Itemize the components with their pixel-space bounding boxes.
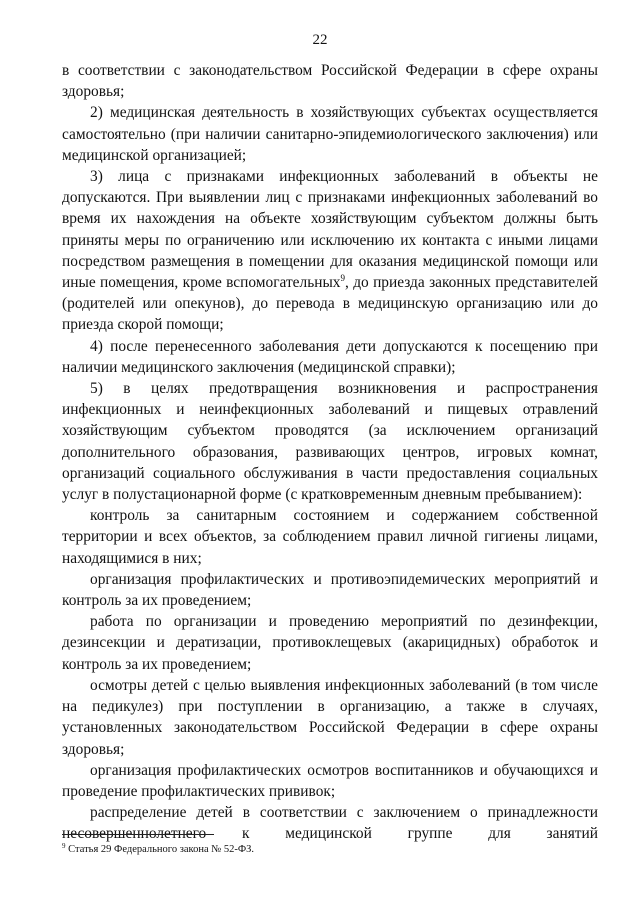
paragraph-item-3-text-cont: , до приезда законных представителей (родителей или опекунов), до перевода в медицинскую организацию или до приезда скорой помощи;	[62, 274, 599, 334]
footnote-marker: 9	[62, 842, 66, 850]
document-body	[62, 60, 598, 845]
footnote-text: Статья 29 Федерального закона № 52-ФЗ.	[65, 844, 255, 855]
list-item-prophylactic-measures: организация профилактических и противоэпидемических мероприятий и контроль за их проведением;	[62, 570, 598, 610]
list-item-sanitary-control: контроль за санитарным состоянием и содержанием собственной территории и всех объектов, за соблюдением правил личной гигиены лицами, находящимися в них;	[62, 507, 598, 567]
footnote	[62, 843, 598, 856]
paragraph-item-3-text: 3) лица с признаками инфекционных заболеваний в объекты не допускаются. При выявлении лиц с признаками инфекционных заболеваний во время их нахождения на объекте хозяйствующим субъектом должны быть приняты меры по ограничению или исключению их контакта с иными лицами посредством размещения в помещении для оказания медицинской помощи или иные помещения, кроме вспомогательных	[62, 168, 598, 292]
list-item-medical-group: распределение детей в соответствии с заключением о принадлежности несовершеннолетнего к медицинской группе для занятий	[62, 804, 598, 843]
footnote-divider	[62, 834, 214, 835]
paragraph-continuation: в соответствии с законодательством Российской Федерации в сфере охраны здоровья;	[62, 62, 598, 101]
list-item-disinfection: работа по организации и проведению мероприятий по дезинфекции, дезинсекции и дератизации, противоклещевых (акарицидных) обработок и контроль за их проведением;	[62, 613, 598, 673]
paragraph-item-4: 4) после перенесенного заболевания дети допускаются к посещению при наличии медицинского заключения (медицинской справки);	[62, 337, 598, 376]
list-item-child-inspections: осмотры детей с целью выявления инфекционных заболеваний (в том числе на педикулез) при поступлении в организацию, а также в случаях, установленных законодательством Российской Федерации в сфере охраны здоровья;	[62, 676, 598, 758]
paragraph-item-5: 5) в целях предотвращения возникновения и распространения инфекционных и неинфекционных заболеваний и пищевых отравлений хозяйствующим субъектом проводятся (за исключением организаций дополнительного образования, развивающих центров, игровых комнат, организаций социального обслуживания в части предоставления социальных услуг в полустационарной форме (с кратковременным дневным пребыванием):	[62, 380, 598, 504]
page-number: 22	[312, 32, 328, 48]
list-item-prophylactic-exams: организация профилактических осмотров воспитанников и обучающихся и проведение профилактических прививок;	[62, 761, 598, 800]
footnote-reference: 9	[340, 273, 345, 284]
paragraph-item-3	[62, 166, 598, 336]
paragraph-item-2: 2) медицинская деятельность в хозяйствующих субъектах осуществляется самостоятельно (при наличии санитарно-эпидемиологического заключения) или медицинской организацией;	[62, 104, 598, 164]
